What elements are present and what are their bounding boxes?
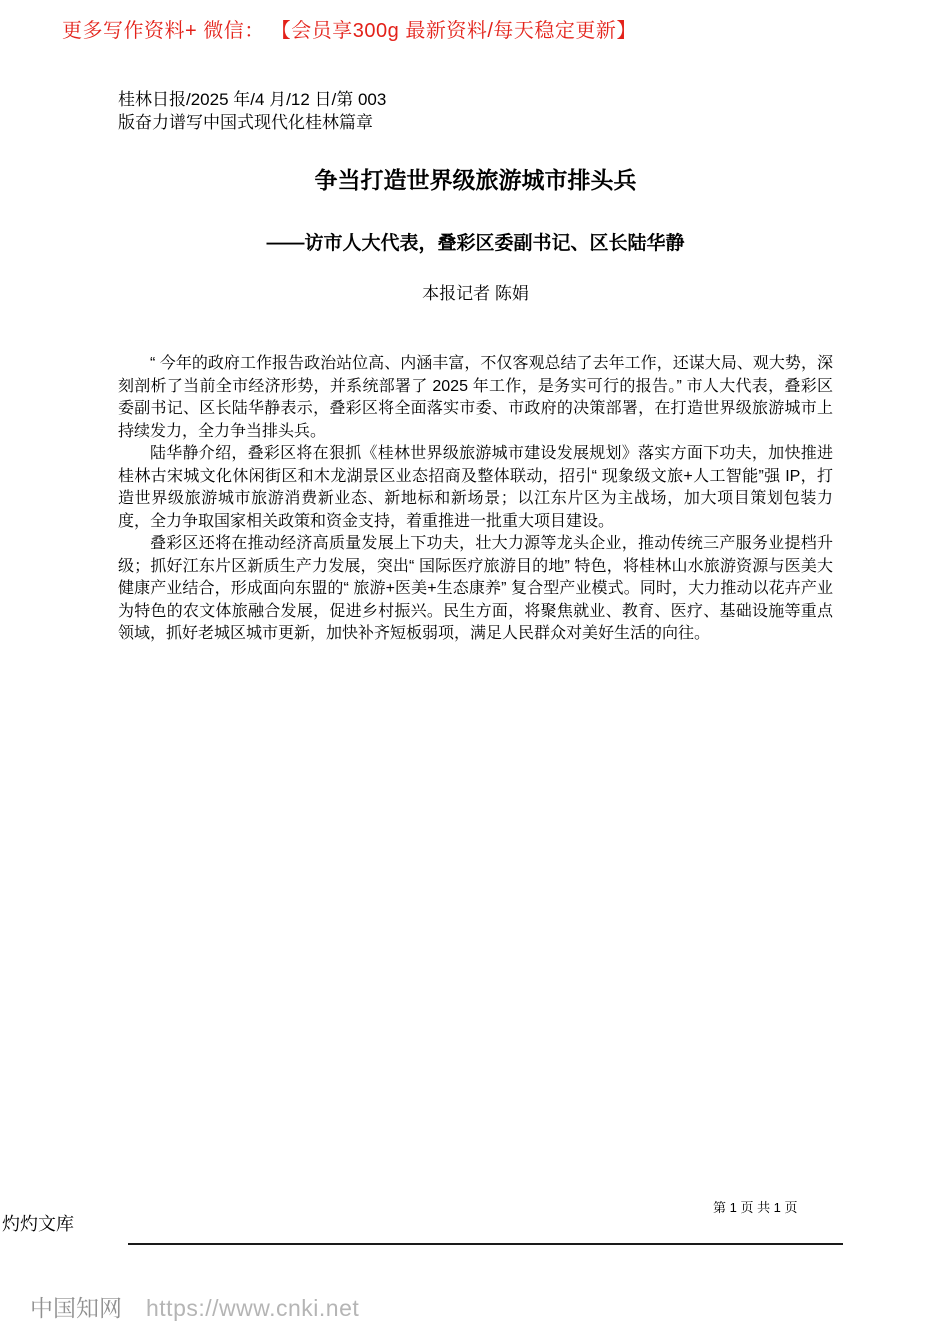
article — [118, 88, 833, 646]
watermark-site-url: https://www.cnki.net — [146, 1295, 360, 1321]
footer-divider — [128, 1243, 843, 1245]
page-indicator: 第 1 页 共 1 页 — [713, 1200, 798, 1215]
article-byline: 本报记者 陈娟 — [422, 284, 529, 303]
article-subtitle: ——访市人大代表，叠彩区委副书记、区长陆华静 — [266, 233, 685, 254]
promo-header-text: 更多写作资料+ 微信： 【会员享300g 最新资料/每天稳定更新】 — [62, 20, 637, 42]
cnki-watermark — [30, 1290, 359, 1323]
watermark-site-name: 中国知网 — [30, 1295, 122, 1321]
source-line-2: 版奋力谱写中国式现代化桂林篇章 — [118, 113, 373, 132]
paragraph: 陆华静介绍，叠彩区将在狠抓《桂林世界级旅游城市建设发展规划》落实方面下功夫，加快推进桂林古宋城文化休闲街区和木龙湖景区业态招商及整体联动，招引“ 现象级文旅+人工智能”强 IP，打造世界级旅游城市旅游消费新业态、新地标和新场景；以江东片区为主战场，加大项目策划包装力度，全力争取国家相关政策和资金支持，着重推进一批重大项目建设。 — [118, 445, 833, 530]
article-title: 争当打造世界级旅游城市排头兵 — [314, 167, 637, 193]
article-body — [118, 353, 833, 646]
source-line-1: 桂林日报/2025 年/4 月/12 日/第 003 — [118, 90, 387, 109]
paragraph: 叠彩区还将在推动经济高质量发展上下功夫，壮大力源等龙头企业，推动传统三产服务业提档升级；抓好江东片区新质生产力发展，突出“ 国际医疗旅游目的地” 特色，将桂林山水旅游资源与医美大健康产业结合，形成面向东盟的“ 旅游+医美+生态康养” 复合型产业模式。同时，大力推动以花卉产业为特色的农文体旅融合发展，促进乡村振兴。民生方面，将聚焦就业、教育、医疗、基础设施等重点领域，抓好老城区城市更新，加快补齐短板弱项，满足人民群众对美好生活的向往。 — [118, 535, 833, 642]
library-name: 灼灼文库 — [2, 1214, 74, 1234]
source-info — [118, 88, 833, 134]
paragraph: “ 今年的政府工作报告政治站位高、内涵丰富，不仅客观总结了去年工作，还谋大局、观大势，深刻剖析了当前全市经济形势，并系统部署了 2025 年工作，是务实可行的报告。” 市人大代表，叠彩区委副书记、区长陆华静表示，叠彩区将全面落实市委、市政府的决策部署，在打造世界级旅游城市上持续发力，全力争当排头兵。 — [118, 355, 833, 440]
